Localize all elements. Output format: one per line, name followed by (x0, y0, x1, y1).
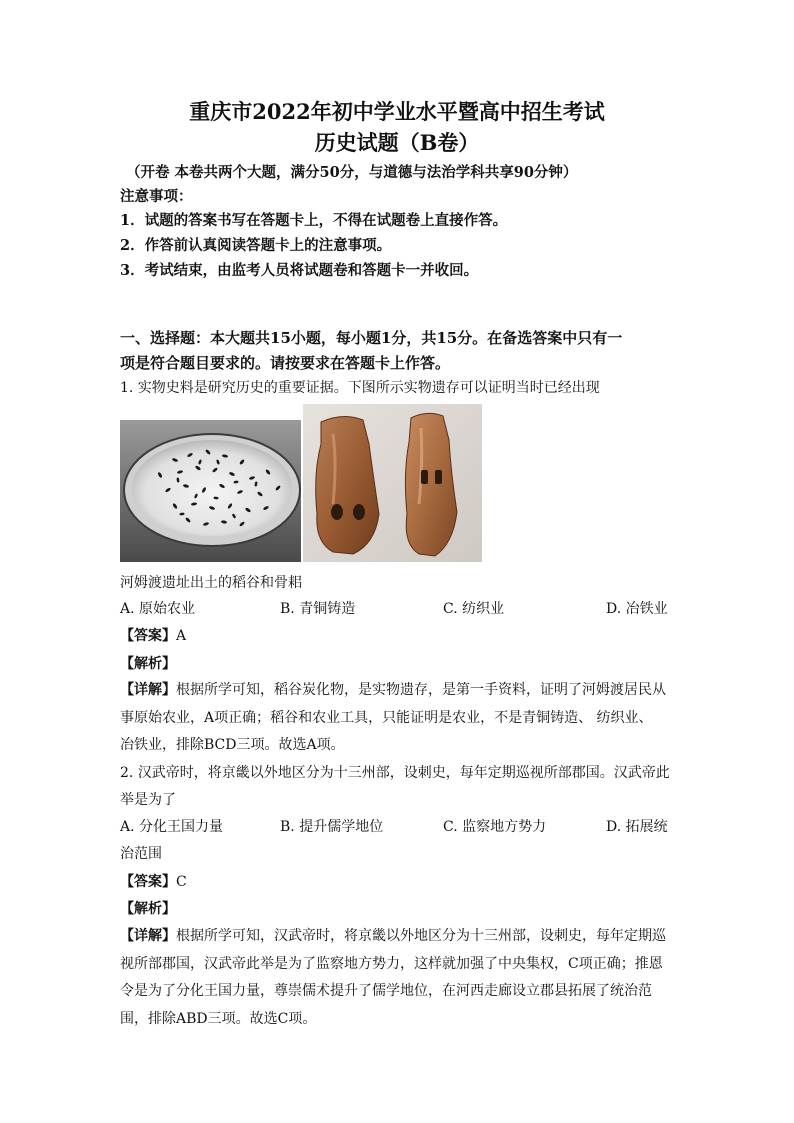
q1-option-c: C. 纺织业 (443, 601, 505, 617)
question-2-stem: 2. 汉武帝时，将京畿以外地区分为十三州部，设刺史，每年定期巡视所部郡国。汉武帝此 (120, 765, 670, 781)
bone-spade-photo (303, 404, 482, 562)
answer-value: C (176, 874, 187, 890)
q2-option-b: B. 提升儒学地位 (280, 819, 384, 835)
detail-label: 【详解】 (120, 928, 176, 944)
q1-option-d: D. 冶铁业 (606, 601, 668, 617)
section-heading: 一、选择题：本大题共15小题，每小题1分，共15分。在备选答案中只有一 (120, 329, 623, 347)
question-1-stem: 1. 实物史料是研究历史的重要证据。下图所示实物遗存可以证明当时已经出现 (120, 380, 600, 396)
exam-subject-title: 历史试题（B卷） (314, 130, 480, 155)
answer-label: 【答案】 (120, 628, 176, 644)
detail-label: 【详解】 (120, 682, 176, 698)
answer-value: A (176, 628, 187, 644)
analysis-label: 【解析】 (120, 901, 176, 917)
notice-item: 3．考试结束，由监考人员将试题卷和答题卡一并收回。 (120, 262, 479, 279)
q2-answer (120, 873, 187, 891)
q2-analysis-label (120, 900, 176, 918)
q1-detail-line: 冶铁业，排除BCD三项。故选A项。 (120, 737, 345, 753)
q2-detail-line: 视所部郡国，汉武帝此举是为了监察地方势力，这样就加强了中央集权，C项正确；推恩 (120, 956, 663, 972)
detail-text: 根据所学可知，稻谷炭化物，是实物遗存，是第一手资料，证明了河姆渡居民从 (176, 682, 666, 698)
q1-answer (120, 627, 186, 645)
bone-spade-illustration (303, 404, 482, 562)
q1-detail-line (120, 681, 666, 699)
rice-dish-illustration (120, 420, 301, 562)
section-heading-cont: 项是符合题目要求的。请按要求在答题卡上作答。 (120, 354, 451, 372)
q2-option-c: C. 监察地方势力 (443, 819, 547, 835)
analysis-label: 【解析】 (120, 656, 176, 672)
notice-heading: 注意事项： (120, 188, 193, 205)
exam-title: 重庆市2022年初中学业水平暨高中招生考试 (189, 99, 605, 124)
q2-option-d: D. 拓展统 (606, 819, 668, 835)
detail-text: 根据所学可知，汉武帝时，将京畿以外地区分为十三州部，设刺史，每年定期巡 (176, 928, 666, 944)
q2-detail-line: 围，排除ABD三项。故选C项。 (120, 1011, 317, 1027)
notice-item: 2．作答前认真阅读答题卡上的注意事项。 (120, 237, 392, 254)
q1-option-a: A. 原始农业 (120, 601, 196, 617)
question-2-stem-cont: 举是为了 (120, 792, 176, 808)
q2-detail-line: 令是为了分化王国力量，尊崇儒术提升了儒学地位，在河西走廊设立郡县拓展了统治范 (120, 983, 652, 999)
image-caption: 河姆渡遗址出土的稻谷和骨耜 (120, 575, 302, 591)
q2-detail-line (120, 927, 666, 945)
q2-option-a: A. 分化王国力量 (120, 819, 224, 835)
rice-photo (120, 420, 301, 562)
exam-instructions: （开卷 本卷共两个大题，满分50分，与道德与法治学科共享90分钟） (126, 164, 578, 181)
q1-option-b: B. 青铜铸造 (280, 601, 356, 617)
q1-analysis-label (120, 655, 176, 673)
notice-item: 1．试题的答案书写在答题卡上，不得在试题卷上直接作答。 (120, 212, 508, 229)
q2-option-d-cont: 治范围 (120, 846, 162, 862)
answer-label: 【答案】 (120, 874, 176, 890)
q1-detail-line: 事原始农业，A项正确；稻谷和农业工具，只能证明是农业，不是青铜铸造、 纺织业、 (120, 710, 653, 726)
